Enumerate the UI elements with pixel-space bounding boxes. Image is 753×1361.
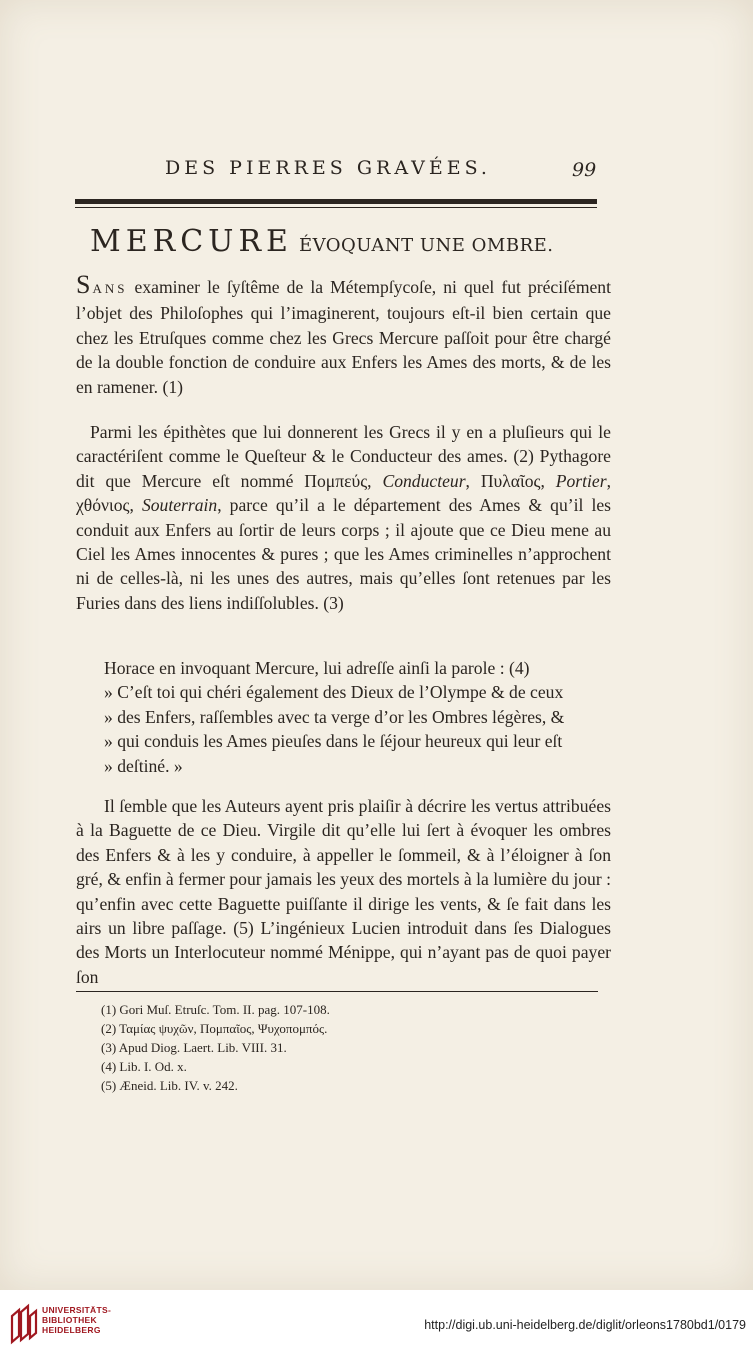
quote-line: Horace en invoquant Mercure, lui adreſſe ainſi la parole : (4) [104,658,530,678]
header-rule-thin [75,207,597,208]
header-rule-thick [75,199,597,204]
paragraph-2-italic-2: Portier [555,470,607,491]
paragraph-1 [76,270,611,399]
footnote-rule [76,991,598,992]
quote-line: » C’eſt toi qui chéri également des Dieux de l’Olympe & de ceux [104,682,564,703]
quote-line: » qui conduis les Ames pieuſes dans le ſéjour heureux qui leur eſt [104,731,563,752]
quote-line: » des Enfers, raſſembles avec ta verge d’or les Ombres légères, & [104,706,565,727]
section-title-main: MERCURE [90,224,293,259]
paragraph-2-text-2: , Πυλαῖος, [465,470,556,491]
paragraph-2-italic-1: Conducteur [382,470,466,491]
paragraph-2 [76,420,611,615]
paragraph-3-quote [76,656,611,778]
paragraph-2-text-3: , χθόνιος, [76,470,611,516]
library-logo-text [42,1305,111,1335]
logo-line: HEIDELBERG [42,1325,101,1335]
university-library-logo-icon [8,1302,38,1346]
section-title [90,224,610,259]
drop-capital: S [76,270,93,299]
logo-line: UNIVERSITÄTS- [42,1305,112,1315]
footnote-1: (1) Gori Muſ. Etruſc. Tom. II. pag. 107-108. [101,1002,330,1017]
footnote-4: (4) Lib. I. Od. x. [101,1059,187,1074]
footnote-3: (3) Apud Diog. Laert. Lib. VIII. 31. [101,1040,287,1055]
running-title: DES PIERRES GRAVÉES. [165,157,491,179]
small-caps-lead: ANS [92,281,128,296]
page-header [165,157,597,185]
paragraph-2-italic-3: Souterrain [141,495,218,516]
paragraph-2-text-4: , parce qu’il a le département des Ames & qu’il les conduit aux Enfers au ſortir de leurs corps ; il ajoute que ce Dieu mene au Ciel les Ames innocentes & pures ; que les Ames criminelles n’approchent ni de celles-là, ni les unes des autres, mais qu’elles ſont retenues par les Furies dans des liens indiſſolubles. (3) [76,495,611,613]
quote-line: » deſtiné. » [104,755,183,776]
source-url-link[interactable]: http://digi.ub.uni-heidelberg.de/diglit/orleons1780bd1/0179 [424,1318,746,1332]
footnote-2: (2) Ταμίας ψυχῶν, Πομπαῖος, Ψυχοπομπός. [101,1021,328,1036]
paragraph-2-text-1: Parmi les épithètes que lui donnerent les Grecs il y en a pluſieurs qui le caractériſent comme le Queſteur & le Conducteur des ames. (2) Pythagore dit que Mercure eſt nommé Πομπεύς, [76,422,611,491]
logo-line: BIBLIOTHEK [42,1315,97,1325]
footnote-5: (5) Æneid. Lib. IV. v. 242. [101,1078,238,1093]
paragraph-1-text: examiner le ſyſtême de la Métempſycoſe, ni quel fut préciſément l’objet des Philoſophes qui l’imaginerent, toujours eſt-il bien certain que chez les Etruſques comme chez les Grecs Mercure paſſoit pour être chargé de la double fonction de conduire aux Enfers les Ames des morts, & de les en ramener. (1) [76,277,611,397]
paragraph-4: Il ſemble que les Auteurs ayent pris plaiſir à décrire les vertus attribuées à la Baguette de ce Dieu. Virgile dit qu’elle lui ſert à évoquer les ombres des Enfers & à les y conduire, à appeller le ſommeil, & à l’éloigner à ſon gré, & enfin à fermer pour jamais les yeux des mortels à la lumière du jour : qu’enfin avec cette Baguette puiſſante il dirige les vents, & ſe fait dans les airs un libre paſſage. (5) L’ingénieux Lucien introduit dans ſes Dialogues des Morts un Interlocuteur nommé Ménippe, qui n’ayant pas de quoi payer ſon [76,796,611,987]
page-number: 99 [572,159,597,181]
footnotes [101,1000,501,1095]
section-title-sub: ÉVOQUANT UNE OMBRE. [298,235,554,256]
